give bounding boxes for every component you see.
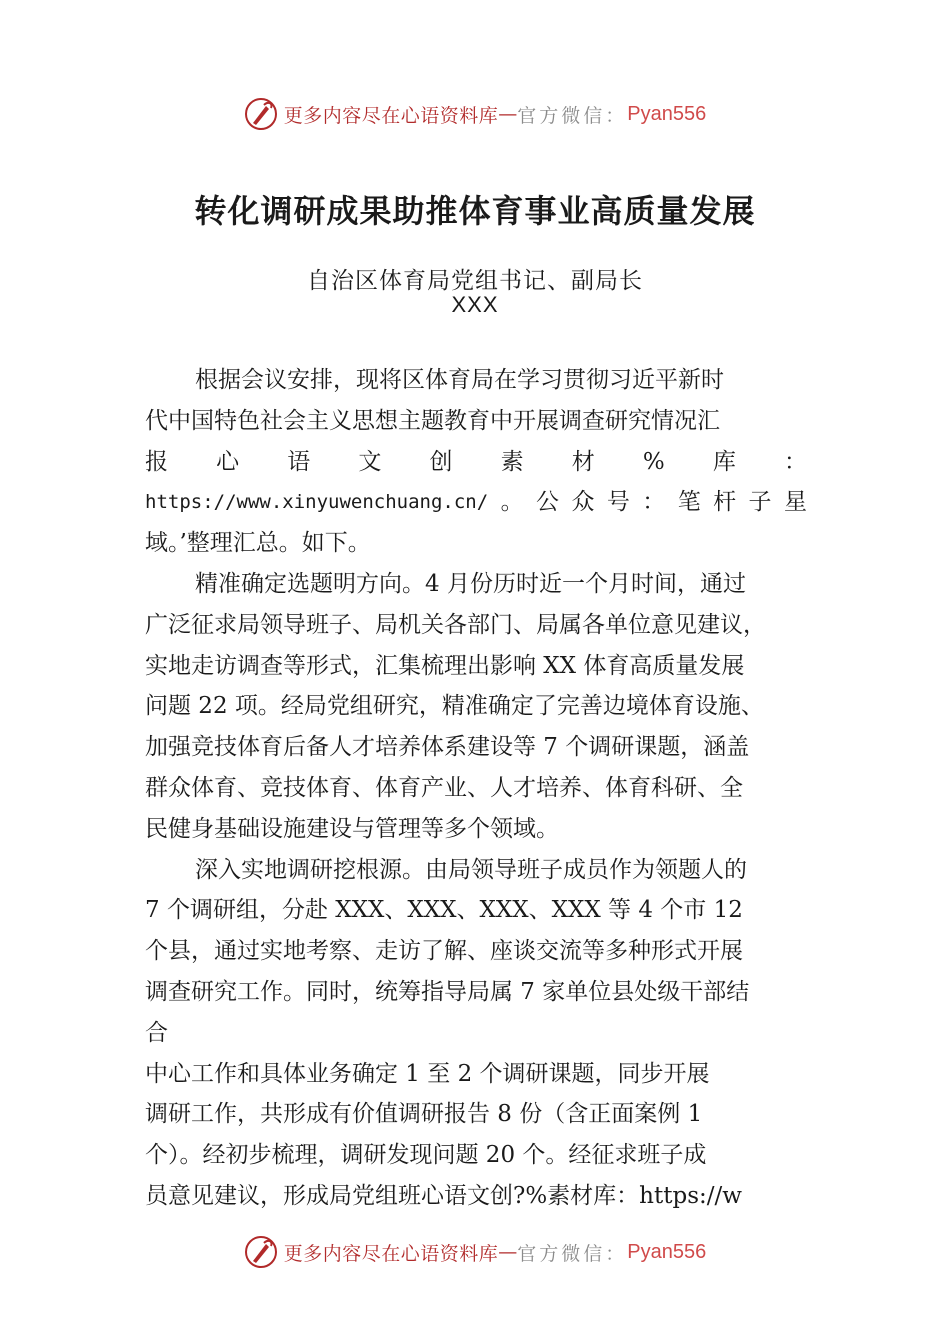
banner-text: 更多内容尽在心语资料库 [283,1242,499,1265]
banner-wechat-label: 官方微信： [517,1242,628,1265]
header-banner [0,94,950,134]
body-char: 材 [571,448,595,475]
body-char: 库 [712,448,736,475]
body-char: ： [783,448,807,475]
body-line: 广泛征求局领导班子、局机关各部门、局属各单位意见建议， [145,611,766,638]
body-line: 合 [145,1019,168,1046]
body-line: 代中国特色社会主义思想主题教育中开展调查研究情况汇 [145,407,720,434]
body-char: 报 [145,448,168,475]
body-line: 个县，通过实地考察、走访了解、座谈交流等多种形式开展 [145,938,743,965]
document-title: 转化调研成果助推体育事业高质量发展 [194,192,756,230]
body-line-justified [145,482,807,523]
banner-wechat-id: Pyan556 [627,102,707,125]
document-body [145,360,807,1217]
body-char: ： [642,489,666,516]
body-line-justified [145,442,807,483]
body-line: 加强竞技体育后备人才培养体系建设等 7 个调研课题，涵盖 [145,734,750,761]
body-char: 众 [571,489,595,516]
banner-dash: — [498,103,518,125]
body-line: 深入实地调研挖根源。由局领导班子成员作为领题人的 [195,856,747,883]
body-char: 。 [500,489,524,516]
body-char: % [642,448,665,475]
body-char: 创 [429,448,453,475]
body-char: 号 [606,489,630,516]
quill-pen-logo-icon [244,97,278,131]
body-line: 个）。经初步梳理，调研发现问题 20 个。经征求班子成 [145,1142,707,1169]
body-line: 中心工作和具体业务确定 1 至 2 个调研课题，同步开展 [145,1060,710,1087]
body-line: 域。’整理汇总。如下。 [145,530,371,557]
body-line: 根据会议安排，现将区体育局在学习贯彻习近平新时 [195,367,724,393]
body-line: 调研工作，共形成有价值调研报告 8 份（含正面案例 1 [145,1101,703,1128]
body-line: 精准确定选题明方向。4 月份历时近一个月时间，通过 [195,570,746,597]
body-char: 星 [783,489,807,516]
body-char: 笔 [677,489,701,516]
banner-wechat-id: Pyan556 [627,1240,707,1263]
body-char: 文 [358,448,382,475]
body-url: https://www.xinyuwenchuang.cn/ [145,491,489,514]
quill-pen-logo-icon [244,1235,278,1269]
author-position: 自治区体育局党组书记、副局长 [307,268,643,294]
banner-text: 更多内容尽在心语资料库 [283,104,499,127]
body-line: 员意见建议，形成局党组班心语文创?%素材库：https://w [145,1182,742,1209]
footer-banner [0,1232,950,1272]
body-char: 杆 [713,489,737,516]
body-line: 问题 22 项。经局党组研究，精准确定了完善边境体育设施、 [145,693,764,720]
body-line: 实地走访调查等形式，汇集梳理出影响 XX 体育高质量发展 [145,652,745,679]
body-char: 公 [536,489,560,516]
body-char: 素 [500,448,524,475]
body-char: 心 [216,448,240,475]
body-line: 调查研究工作。同时，统筹指导局属 7 家单位县处级干部结 [145,978,750,1005]
body-line: 群众体育、竞技体育、体育产业、人才培养、体育科研、全 [145,774,743,801]
banner-wechat-label: 官方微信： [517,104,628,127]
author-name: XXX [451,292,499,317]
body-char: 子 [748,489,772,516]
body-line: 7 个调研组，分赴 XXX、XXX、XXX、XXX 等 4 个市 12 [145,897,743,924]
body-line: 民健身基础设施建设与管理等多个领域。 [145,815,559,842]
body-char: 语 [287,448,311,475]
banner-dash: — [498,1241,518,1263]
